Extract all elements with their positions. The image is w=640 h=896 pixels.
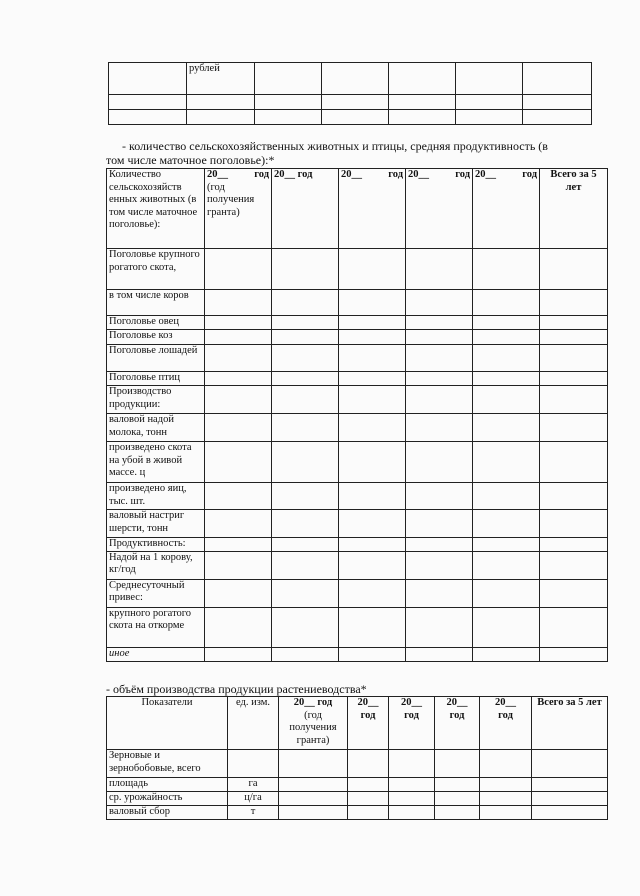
table-row-label: Продуктивность: <box>107 538 205 552</box>
table-row-label: площадь <box>107 778 228 792</box>
table-row-label: Зерновые и зернобобовые, всего <box>107 750 228 778</box>
crops-header-year-1: 20__ год (год получения гранта) <box>279 697 348 750</box>
crops-table <box>106 696 608 820</box>
livestock-header-year-1: 20__ год (год получения гранта) <box>205 169 272 249</box>
crops-header-indicator: Показатели <box>107 697 228 750</box>
livestock-intro-line1: - количество сельскохозяйственных животных и птицы, средняя продуктивность (в <box>122 139 548 153</box>
livestock-header-total: Всего за 5 лет <box>540 169 608 249</box>
table-row-unit: ц/га <box>228 792 279 806</box>
grant-year-note: (год получения гранта) <box>207 181 255 218</box>
livestock-header-year-4: 20__ год <box>406 169 473 249</box>
livestock-intro-line2: том числе маточное поголовье):* <box>106 153 275 167</box>
crops-header-year-4: 20__ год <box>435 697 480 750</box>
table-row-label: крупного рогатого скота на откорме <box>107 607 205 647</box>
livestock-header-indicator: Количество сельскохозяйств енных животных (в том числе маточное поголовье): <box>107 169 205 249</box>
table-row-unit: га <box>228 778 279 792</box>
table-row-label: иное <box>107 647 205 661</box>
livestock-header-year-2: 20__ год <box>272 169 339 249</box>
table-row-label: произведено скота на убой в живой массе. ц <box>107 442 205 483</box>
table-row-unit <box>228 750 279 778</box>
crops-header-year-5: 20__ год <box>480 697 532 750</box>
table-row-label: Поголовье овец <box>107 316 205 330</box>
table-row-label: в том числе коров <box>107 290 205 316</box>
table-row-label: валовый настриг шерсти, тонн <box>107 510 205 538</box>
table-row-label: Надой на 1 корову, кг/год <box>107 551 205 579</box>
table-row-label: Поголовье птиц <box>107 372 205 386</box>
crops-header-year-2: 20__ год <box>348 697 389 750</box>
table-row-label: Поголовье коз <box>107 330 205 345</box>
table-row-label: Поголовье лошадей <box>107 345 205 372</box>
livestock-table <box>106 168 608 662</box>
table-row-label: Поголовье крупного рогатого скота, <box>107 249 205 290</box>
table-row-label: ср. урожайность <box>107 792 228 806</box>
livestock-header-year-3: 20__ год <box>339 169 406 249</box>
rubles-label: рублей <box>187 63 255 95</box>
crops-header-unit: ед. изм. <box>228 697 279 750</box>
table-row-label: валовой надой молока, тонн <box>107 414 205 442</box>
grant-year-note: (год получения гранта) <box>289 709 337 746</box>
crops-header-year-3: 20__ год <box>389 697 435 750</box>
livestock-header-year-5: 20__ год <box>473 169 540 249</box>
table-row-unit: т <box>228 806 279 820</box>
top-fragment-table <box>108 62 592 125</box>
table-row-label: Среднесуточный привес: <box>107 579 205 607</box>
table-row-label: произведено яиц, тыс. шт. <box>107 483 205 510</box>
table-row-label: Производство продукции: <box>107 386 205 414</box>
crops-header-total: Всего за 5 лет <box>532 697 608 750</box>
table-row-label: валовый сбор <box>107 806 228 820</box>
crops-intro: - объём производства продукции растениеводства* <box>106 682 367 696</box>
